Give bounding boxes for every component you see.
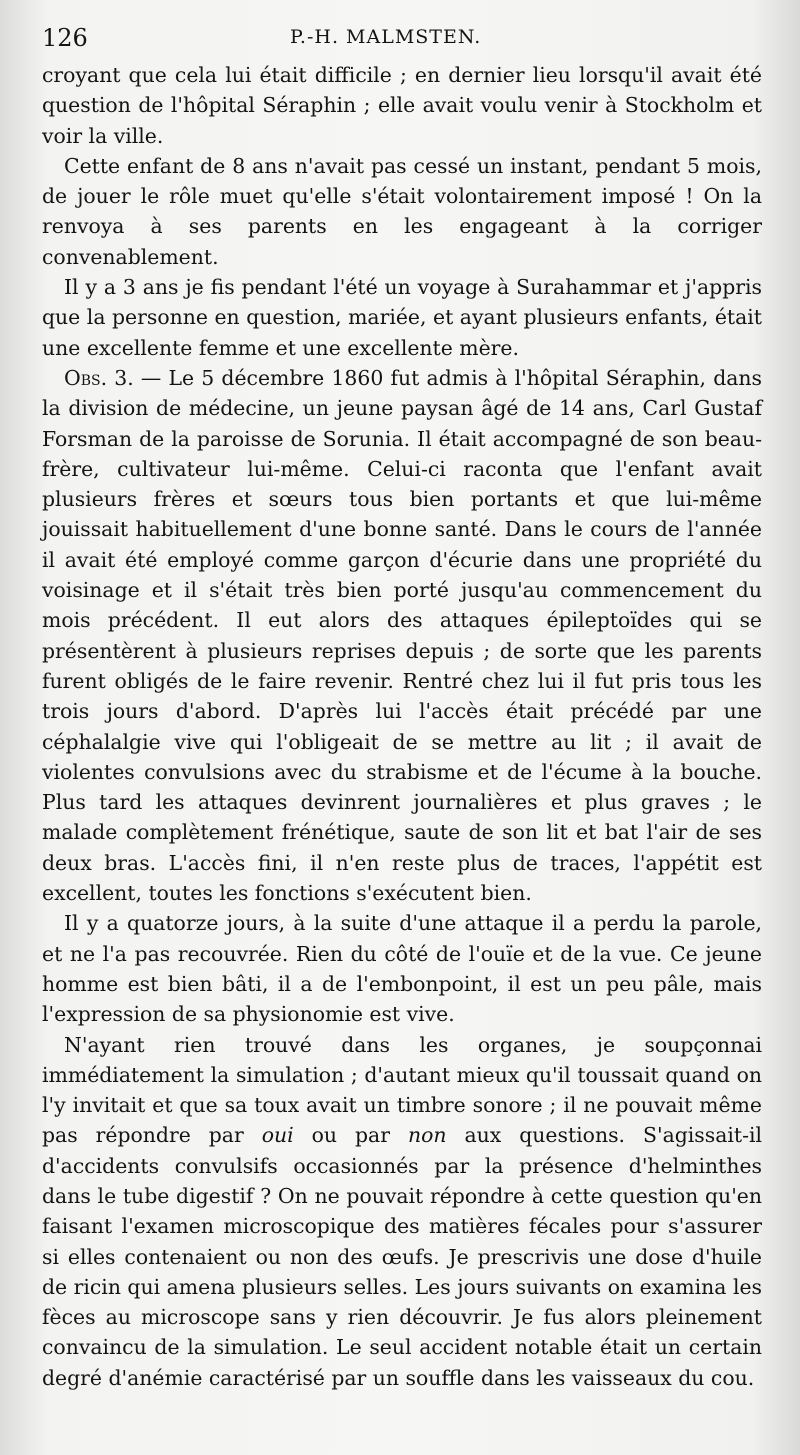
- paragraph-fourteen-days: Il y a quatorze jours, à la suite d'une attaque il a perdu la parole, et ne l'a pas recouvrée. Rien du côté de l'ouïe et de la vue. Ce jeune homme est bien bâti, il a de l'embonpoint, il est un peu pâle, mais l'expression de sa physionomie est vive.: [42, 911, 762, 1027]
- simulation-text-a: N'ayant rien trouvé dans les organes, je soupçonnai immédiatement la simulation ; d'autant mieux qu'il toussait quand on l'y invitait et que sa toux avait un timbre sonore ; il ne pouvait même pas répondre par: [42, 1032, 762, 1148]
- simulation-text-c: aux questions. S'agissait-il d'accidents convulsifs occasionnés par la présence d'helminthes dans le tube digestif ? On ne pouvait répondre à cette question qu'en faisant l'examen microscopique des matières fécales pour s'assurer si elles contenaient ou non des œufs. Je prescrivis une dose d'huile de ricin qui amena plusieurs selles. Les jours suivants on examina les fèces au microscope sans y rien découvrir. Je fus alors pleinement convaincu de la simulation. Le seul accident notable était un certain degré d'anémie caractérisé par un souffle dans les vaisseaux du cou.: [42, 1123, 763, 1390]
- word-non: non: [407, 1123, 447, 1148]
- paragraph-observation-3: [42, 363, 762, 908]
- simulation-text-b: ou par: [311, 1123, 390, 1148]
- paragraph-child-returned: Cette enfant de 8 ans n'avait pas cessé un instant, pendant 5 mois, de jouer le rôle muet qu'elle s'était volontairement imposé ! On la renvoya à ses parents en les engageant à la corriger convenablement.: [42, 153, 762, 269]
- observation-label: Obs. 3. —: [64, 365, 162, 390]
- observation-3-text: Le 5 décembre 1860 fut admis à l'hôpital Séraphin, dans la division de médecine, un jeune paysan âgé de 14 ans, Carl Gustaf Forsman de la paroisse de Sorunia. Il était accompagné de son beau-frère, cultivateur lui-même. Celui-ci raconta que l'enfant avait plusieurs frères et sœurs tous bien portants et que lui-même jouissait habituellement d'une bonne santé. Dans le cours de l'année il avait été employé comme garçon d'écurie dans une propriété du voisinage et il s'était très bien porté jusqu'au commencement du mois précédent. Il eut alors des attaques épileptoïdes qui se présentèrent à plusieurs reprises depuis ; de sorte que les parents furent obligés de le faire revenir. Rentré chez lui il fut pris tous les trois jours d'abord. D'après lui l'accès était précédé par une céphalalgie vive qui l'obligeait de se mettre au lit ; il avait de violentes convulsions avec du strabisme et de l'écume à la bouche. Plus tard les attaques devinrent journalières et plus graves ; le malade complètement frénétique, saute de son lit et bat l'air de ses deux bras. L'accès fini, il n'en reste plus de traces, l'appétit est excellent, toutes les fonctions s'exécutent bien.: [42, 365, 763, 906]
- paragraph-continuation: croyant que cela lui était difficile ; en dernier lieu lorsqu'il avait été question de l'hôpital Séraphin ; elle avait voulu venir à Stockholm et voir la ville.: [42, 63, 762, 148]
- paragraph-simulation: [42, 1030, 762, 1394]
- running-title: P.-H. MALMSTEN.: [290, 26, 482, 48]
- body-text: [42, 60, 762, 1393]
- running-head: [42, 20, 762, 60]
- word-oui: oui: [261, 1123, 294, 1148]
- page-number: 126: [42, 24, 88, 52]
- paragraph-surahammar: Il y a 3 ans je fis pendant l'été un voyage à Surahammar et j'appris que la personne en question, mariée, et ayant plusieurs enfants, était une excellente femme et une excellente mère.: [42, 275, 762, 360]
